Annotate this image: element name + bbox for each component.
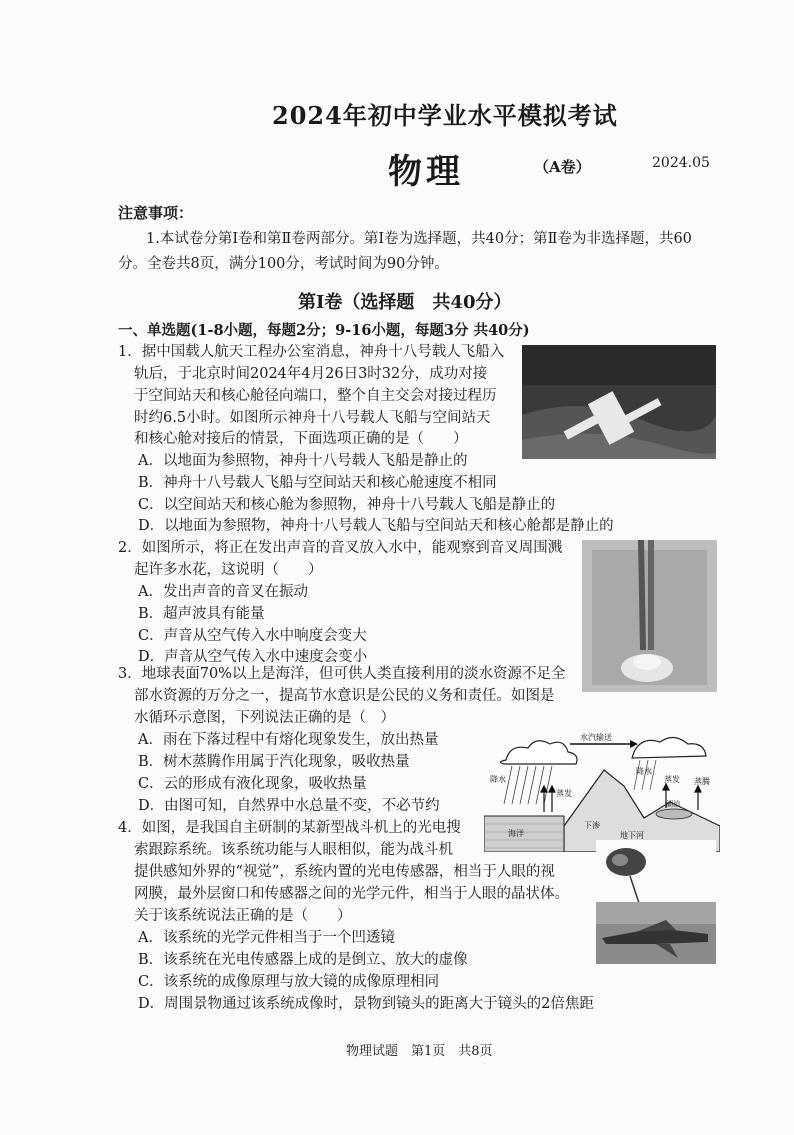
q4-stem-line: 提供感知外界的“视觉”，系统内置的光电传感器，相当于人眼的视 [134,864,555,880]
section-title: 第Ⅰ卷（选择题 共40分） [298,292,512,313]
q3-stem-line: 水循环示意图，下列说法正确的是（ ） [134,710,395,726]
label-infiltration: 下渗 [584,821,600,830]
exam-date: 2024.05 [652,155,710,171]
q3-option-d: D．由图可知，自然界中水总量不变，不必节约 [138,798,440,814]
q3-option-a: A．雨在下落过程中有熔化现象发生，放出热量 [138,732,439,748]
q3-option-b: B．树木蒸腾作用属于汽化现象，吸收热量 [138,754,410,770]
part-heading: 一、单选题(1-8小题，每题2分；9-16小题，每题3分 共40分) [118,322,530,339]
q4-stem-line: 网膜，最外层窗口和传感器之间的光学元件，相当于人眼的晶状体。 [134,886,569,902]
q4-stem-line: 关于该系统说法正确的是（ ） [134,908,352,924]
q1-option-d: D．以地面为参照物，神舟十八号载人飞船与空间站天和核心舱都是静止的 [138,518,614,534]
q2-option-d: D．声音从空气传入水中速度会变小 [138,649,368,665]
tuning-fork-water-photo [582,540,717,692]
q2-stem-line: 起许多水花，这说明（ ） [134,562,323,578]
q4-option-a: A．该系统的光学元件相当于一个凹透镜 [138,930,395,946]
label-vapor-transport: 水汽输送 [580,733,612,742]
q3-stem-line: 部水资源的万分之一，提高节水意识是公民的义务和责任。如图是 [134,688,555,704]
label-transpiration: 蒸腾 [694,777,710,786]
exam-title: 2024年初中学业水平模拟考试 [272,101,618,130]
notice-heading: 注意事项： [118,204,194,222]
q1-option-b: B．神舟十八号载人飞船与空间站天和核心舱速度不相同 [138,475,497,491]
notice-line-1: 1.本试卷分第Ⅰ卷和第Ⅱ卷两部分。第Ⅰ卷为选择题，共40分；第Ⅱ卷为非选择题，共60 [146,231,692,247]
q1-stem-line: 于空间站天和核心舱径向端口，整个自主交会对接过程历 [134,388,497,404]
label-ocean: 海洋 [508,829,524,838]
notice-line-2: 分。全卷共8页，满分100分，考试时间为90分钟。 [118,256,449,272]
q1-stem-line: 时约6.5小时。如图所示神舟十八号载人飞船与空间站天 [134,410,491,426]
subject-title: 物理 [388,152,464,192]
q2-option-c: C．声音从空气传入水中响度会变大 [138,628,367,644]
label-lake: 湖泊 [666,800,680,808]
q3-option-c: C．云的形成有液化现象，吸收热量 [138,776,367,792]
q4-stem-line: 索跟踪系统。该系统功能与人眼相似，能为战斗机 [134,842,453,858]
q1-stem-line: 轨后，于北京时间2024年4月26日3时32分，成功对接 [134,366,488,382]
q4-stem-line: 4．如图，是我国自主研制的某新型战斗机上的光电搜 [118,820,461,836]
label-precipitation-right: 降水 [636,767,652,776]
q2-option-a: A．发出声音的音叉在振动 [138,584,308,600]
water-cycle-diagram [484,730,720,852]
q4-option-b: B．该系统在光电传感器上成的是倒立、放大的虚像 [138,952,468,968]
label-groundwater: 地下河 [620,831,644,840]
page-footer: 物理试题 第1页 共8页 [346,1044,493,1059]
label-precipitation-left: 降水 [490,775,506,784]
paper-version: （A卷） [534,158,591,176]
spacecraft-docking-photo [522,345,716,459]
label-evaporation-left: 蒸发 [556,789,572,798]
q2-option-b: B．超声波具有能量 [138,606,265,622]
q1-option-c: C．以空间站天和核心舱为参照物，神舟十八号载人飞船是静止的 [138,497,556,513]
q1-stem-line: 1．据中国载人航天工程办公室消息，神舟十八号载人飞船入 [118,344,505,360]
fighter-jet-photo [596,840,716,964]
q3-stem-line: 3．地球表面70%以上是海洋，但可供人类直接利用的淡水资源不足全 [118,666,566,682]
q4-option-d: D．周围景物通过该系统成像时，景物到镜头的距离大于镜头的2倍焦距 [138,996,594,1012]
q4-option-c: C．该系统的成像原理与放大镜的成像原理相同 [138,974,440,990]
q1-stem-line: 和核心舱对接后的情景，下面选项正确的是（ ） [134,431,468,447]
label-evaporation-right: 蒸发 [664,775,680,784]
q2-stem-line: 2．如图所示，将正在发出声音的音叉放入水中，能观察到音叉周围溅 [118,540,563,556]
q1-option-a: A．以地面为参照物，神舟十八号载人飞船是静止的 [138,453,468,469]
